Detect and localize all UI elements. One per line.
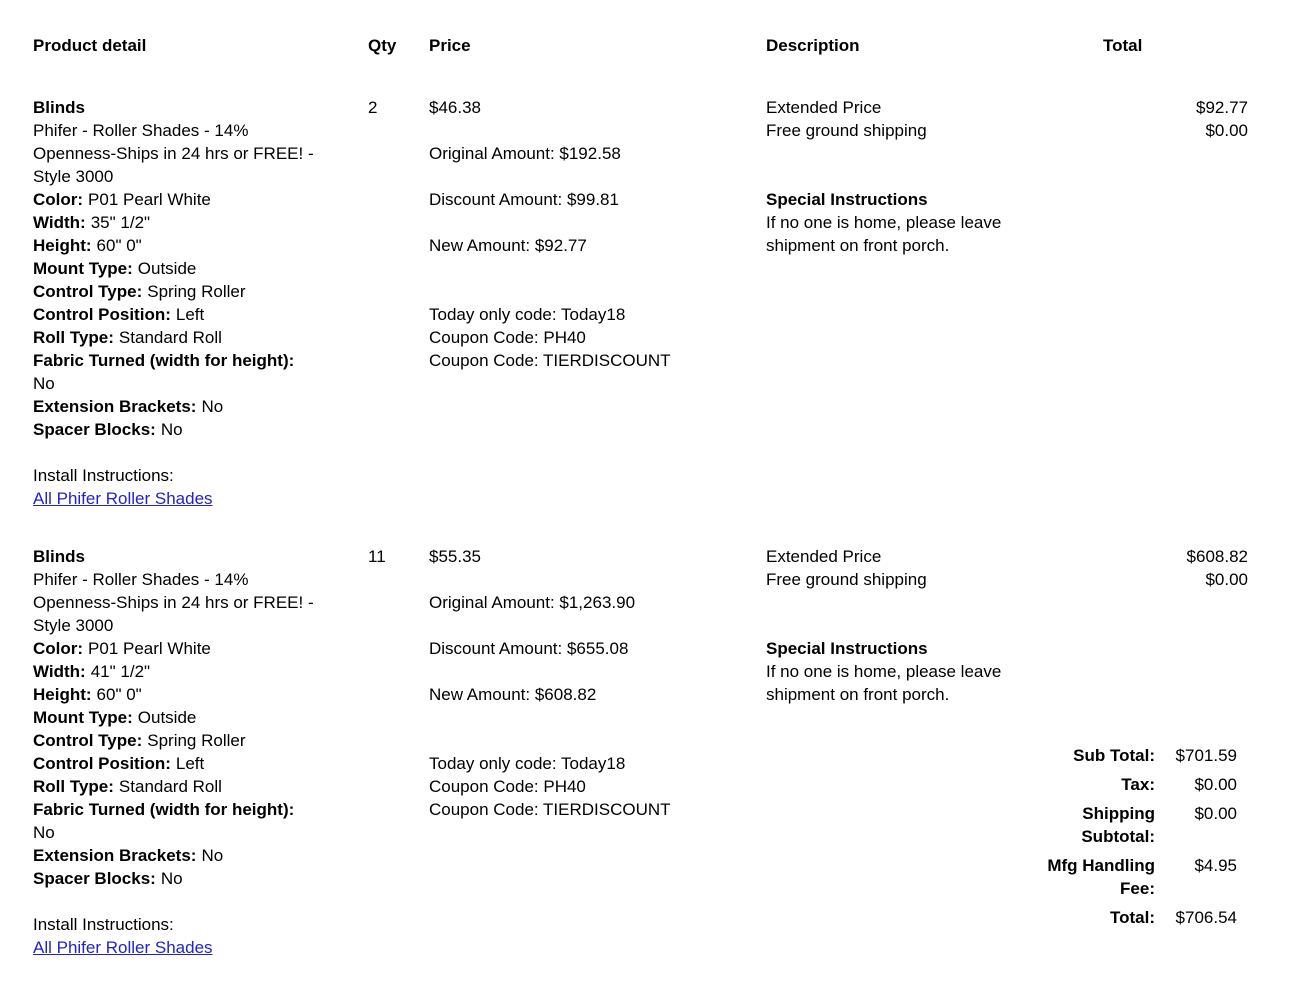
discount-amount: Discount Amount: $655.08: [429, 639, 629, 658]
attr-value: 41" 1/2": [90, 662, 151, 681]
shipping-total: $0.00: [1205, 570, 1248, 589]
summary-value: $701.59: [1175, 746, 1237, 765]
spacer-line: [429, 729, 766, 752]
spacer-line: [766, 165, 1103, 188]
product-title: Blinds: [33, 547, 85, 566]
summary-value: $0.00: [1194, 775, 1237, 794]
summary-value: $706.54: [1175, 908, 1237, 927]
attr-color: [33, 188, 368, 211]
summary-label: Sub Total:: [1073, 746, 1155, 765]
line-item-2: [33, 545, 1248, 959]
install-instructions-label: Install Instructions:: [33, 466, 174, 485]
product-detail-cell: [33, 96, 368, 510]
summary-value: $0.00: [1194, 804, 1237, 823]
unit-price: $46.38: [429, 98, 481, 117]
attr-label: Height:: [33, 236, 92, 255]
price-cell: [429, 545, 766, 959]
original-amount: Original Amount: $192.58: [429, 144, 621, 163]
attr-value: Spring Roller: [147, 282, 246, 301]
attr-extension-brackets: [33, 395, 368, 418]
attr-fabric-turned-value: No: [33, 374, 55, 393]
attr-label: Roll Type:: [33, 777, 114, 796]
attr-value: P01 Pearl White: [88, 190, 211, 209]
attr-roll-type: [33, 326, 368, 349]
summary-row-shipping-subtotal: [1030, 802, 1237, 848]
new-amount: New Amount: $608.82: [429, 685, 597, 704]
special-instructions-title: Special Instructions: [766, 190, 928, 209]
attr-label: Mount Type:: [33, 708, 133, 727]
product-desc-line: Openness-Ships in 24 hrs or FREE! -: [33, 144, 314, 163]
attr-mount-type: [33, 706, 368, 729]
attr-label: Color:: [33, 190, 84, 209]
spacer-line: [766, 614, 1103, 637]
product-desc-line: Style 3000: [33, 616, 114, 635]
attr-value: Outside: [137, 708, 197, 727]
attr-label: Color:: [33, 639, 84, 658]
attr-label: Extension Brackets:: [33, 397, 197, 416]
quantity-value: 11: [368, 547, 386, 566]
attr-label: Width:: [33, 213, 86, 232]
special-instructions-title: Special Instructions: [766, 639, 928, 658]
line-item-1: [33, 96, 1248, 510]
extended-price-total: $608.82: [1186, 547, 1248, 566]
attr-value: 35" 1/2": [90, 213, 151, 232]
special-instructions-text: If no one is home, please leave: [766, 662, 1002, 681]
product-desc-line: Phifer - Roller Shades - 14%: [33, 570, 249, 589]
spacer-line: [766, 591, 1103, 614]
table-header: [33, 34, 1248, 57]
attr-spacer-blocks: [33, 418, 368, 441]
attr-width: [33, 660, 368, 683]
attr-value: Left: [175, 754, 205, 773]
summary-label: Shipping Subtotal:: [1081, 804, 1155, 846]
install-instructions-line: [33, 487, 368, 510]
description-cell: [766, 96, 1103, 510]
attr-label: Width:: [33, 662, 86, 681]
spacer-line: [429, 614, 766, 637]
attr-extension-brackets: [33, 844, 368, 867]
product-desc-line: Style 3000: [33, 167, 114, 186]
attr-label: Control Type:: [33, 282, 143, 301]
special-instructions-text: shipment on front porch.: [766, 236, 950, 255]
spacer-line: [429, 257, 766, 280]
original-amount: Original Amount: $1,263.90: [429, 593, 636, 612]
header-product-detail: Product detail: [33, 36, 147, 55]
attr-fabric-turned-label: Fabric Turned (width for height):: [33, 800, 295, 819]
attr-value: 60" 0": [96, 236, 142, 255]
install-instructions-link[interactable]: All Phifer Roller Shades: [33, 489, 213, 508]
attr-label: Control Type:: [33, 731, 143, 750]
summary-row-tax: [1030, 773, 1237, 796]
attr-value: No: [201, 846, 224, 865]
product-title: Blinds: [33, 98, 85, 117]
attr-color: [33, 637, 368, 660]
spacer-line: [429, 165, 766, 188]
attr-value: Standard Roll: [118, 328, 222, 347]
coupon-code-1: Coupon Code: PH40: [429, 328, 586, 347]
extended-price-label: Extended Price: [766, 98, 882, 117]
attr-spacer-blocks: [33, 867, 368, 890]
attr-value: P01 Pearl White: [88, 639, 211, 658]
today-only-code: Today only code: Today18: [429, 754, 626, 773]
attr-label: Roll Type:: [33, 328, 114, 347]
attr-value: Standard Roll: [118, 777, 222, 796]
new-amount: New Amount: $92.77: [429, 236, 587, 255]
attr-value: Outside: [137, 259, 197, 278]
qty-cell: [368, 96, 429, 510]
extended-price-total: $92.77: [1196, 98, 1248, 117]
install-instructions-line: [33, 936, 368, 959]
attr-label: Control Position:: [33, 305, 171, 324]
attr-height: [33, 234, 368, 257]
qty-cell: [368, 545, 429, 959]
spacer-line: [766, 142, 1103, 165]
install-instructions-label: Install Instructions:: [33, 915, 174, 934]
attr-mount-type: [33, 257, 368, 280]
summary-row-total: [1030, 906, 1237, 929]
attr-label: Height:: [33, 685, 92, 704]
attr-fabric-turned-value: No: [33, 823, 55, 842]
spacer-line: [429, 706, 766, 729]
attr-value: Left: [175, 305, 205, 324]
coupon-code-2: Coupon Code: TIERDISCOUNT: [429, 351, 671, 370]
attr-value: No: [201, 397, 224, 416]
attr-label: Extension Brackets:: [33, 846, 197, 865]
summary-label: Mfg Handling Fee:: [1047, 856, 1155, 898]
header-description: Description: [766, 36, 860, 55]
header-qty: Qty: [368, 36, 397, 55]
attr-control-type: [33, 729, 368, 752]
spacer-line: [429, 119, 766, 142]
shipping-total: $0.00: [1205, 121, 1248, 140]
attr-value: 60" 0": [96, 685, 142, 704]
product-desc-line: Phifer - Roller Shades - 14%: [33, 121, 249, 140]
discount-amount: Discount Amount: $99.81: [429, 190, 619, 209]
attr-value: No: [160, 420, 183, 439]
header-price: Price: [429, 36, 471, 55]
coupon-code-2: Coupon Code: TIERDISCOUNT: [429, 800, 671, 819]
free-shipping-label: Free ground shipping: [766, 121, 927, 140]
special-instructions-text: If no one is home, please leave: [766, 213, 1002, 232]
attr-label: Spacer Blocks:: [33, 869, 156, 888]
spacer-line: [429, 211, 766, 234]
attr-label: Spacer Blocks:: [33, 420, 156, 439]
attr-control-type: [33, 280, 368, 303]
attr-height: [33, 683, 368, 706]
spacer-line: [429, 280, 766, 303]
spacer-line: [429, 660, 766, 683]
attr-value: Spring Roller: [147, 731, 246, 750]
attr-value: No: [160, 869, 183, 888]
summary-label: Total:: [1109, 908, 1155, 927]
quantity-value: 2: [368, 98, 378, 117]
today-only-code: Today only code: Today18: [429, 305, 626, 324]
summary-value: $4.95: [1194, 856, 1237, 875]
install-instructions-link[interactable]: All Phifer Roller Shades: [33, 938, 213, 957]
coupon-code-1: Coupon Code: PH40: [429, 777, 586, 796]
attr-label: Mount Type:: [33, 259, 133, 278]
attr-roll-type: [33, 775, 368, 798]
attr-control-position: [33, 303, 368, 326]
spacer-line: [33, 890, 368, 913]
header-total: Total: [1103, 36, 1143, 55]
price-cell: [429, 96, 766, 510]
spacer-line: [33, 441, 368, 464]
extended-price-label: Extended Price: [766, 547, 882, 566]
summary-label: Tax:: [1121, 775, 1155, 794]
unit-price: $55.35: [429, 547, 481, 566]
attr-label: Control Position:: [33, 754, 171, 773]
special-instructions-text: shipment on front porch.: [766, 685, 950, 704]
product-desc-line: Openness-Ships in 24 hrs or FREE! -: [33, 593, 314, 612]
summary-row-subtotal: [1030, 744, 1237, 767]
spacer-line: [429, 568, 766, 591]
attr-width: [33, 211, 368, 234]
order-totals-summary: [1030, 744, 1237, 935]
summary-row-mfg-handling-fee: [1030, 854, 1237, 900]
attr-fabric-turned-label: Fabric Turned (width for height):: [33, 351, 295, 370]
product-detail-cell: [33, 545, 368, 959]
attr-control-position: [33, 752, 368, 775]
total-cell: [1103, 96, 1248, 510]
free-shipping-label: Free ground shipping: [766, 570, 927, 589]
